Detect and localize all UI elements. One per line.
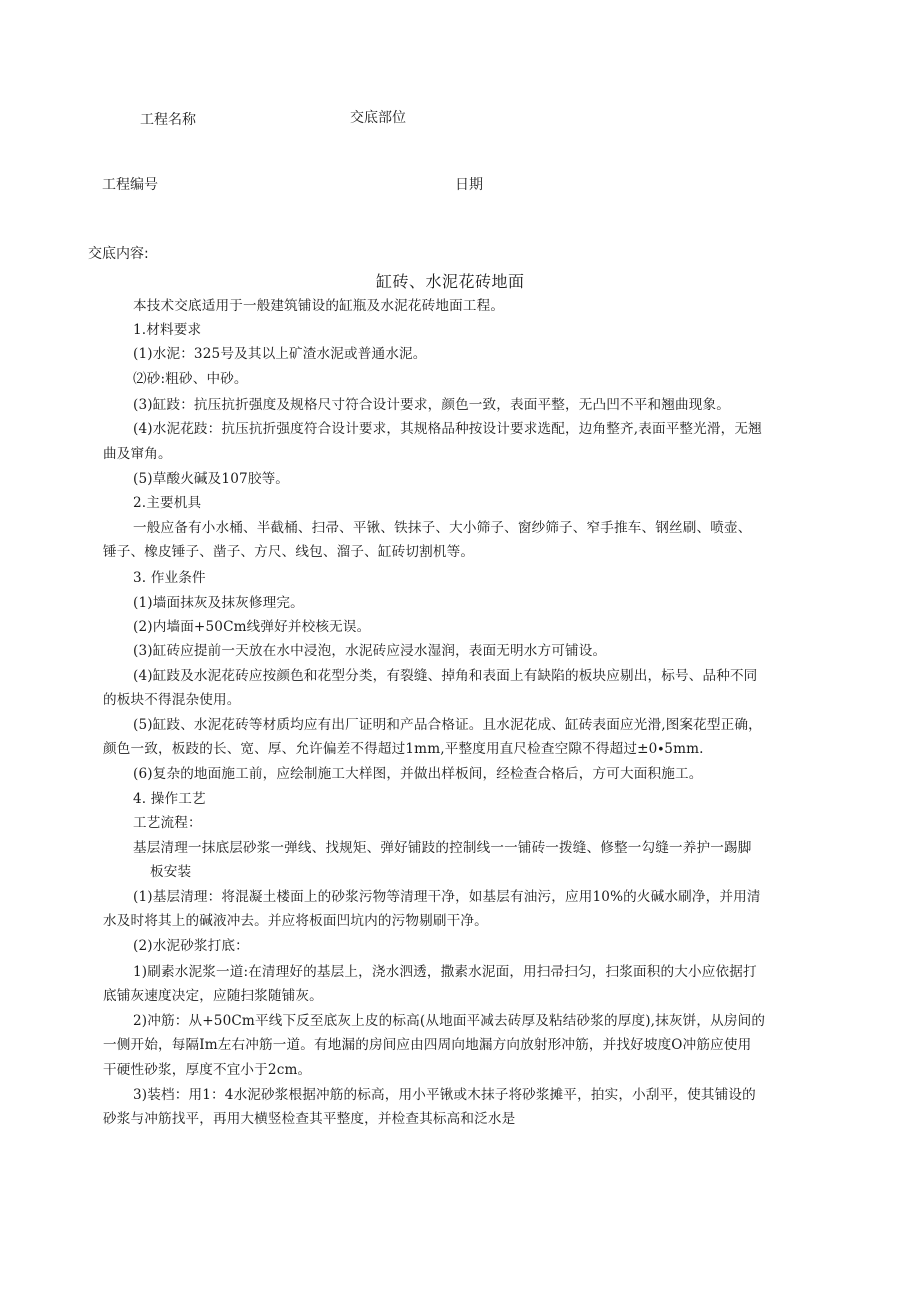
body-line: 砂浆与冲筋找平，再用大横竖检查其平整度，并检查其标高和泛水是 [103, 1111, 516, 1127]
body-line: 3. 作业条件 [133, 570, 206, 586]
body-line: 一侧开始，每隔Im左右冲筋一道。有地漏的房间应由四周向地漏方向放射形冲筋，并找好坡度O冲筋应使用 [103, 1037, 752, 1053]
document-title: 缸砖、水泥花砖地面 [376, 272, 525, 291]
body-line: 曲及窜角。 [103, 446, 172, 462]
body-line: (3)缸砖应提前一天放在水中浸泡，水泥砖应浸水湿润，表面无明水方可铺设。 [133, 643, 607, 659]
body-line: (1)基层清理：将混凝土楼面上的砂浆污物等清理干净，如基层有油污，应用10%的火碱水刷净，并用清 [133, 889, 761, 905]
body-line: 工艺流程： [133, 815, 202, 831]
body-line: (4)水泥花跂：抗压抗折强度符合设计要求，其规格品种按设计要求选配，边角整齐,表面平整光滑，无翘 [133, 421, 762, 437]
date-label: 日期 [455, 177, 483, 193]
project-name-label: 工程名称 [140, 112, 196, 128]
body-line: 水及时将其上的碱液冲去。并应将板面凹坑内的污物剔刷干净。 [103, 913, 488, 929]
body-line: 干硬性砂浆，厚度不宜小于2cm。 [103, 1062, 312, 1078]
body-line: 本技术交底适用于一般建筑铺设的缸瓶及水泥花砖地面工程。 [133, 298, 505, 314]
body-line: 底铺灰速度决定，应随扫浆随铺灰。 [103, 988, 323, 1004]
body-line: (1)墙面抹灰及抹灰修理完。 [133, 595, 304, 611]
body-line: 的板块不得混杂使用。 [103, 692, 241, 708]
body-line: (2)水泥砂浆打底： [133, 938, 249, 954]
body-line: (6)复杂的地面施工前，应绘制施工大样图，并做出样板间，经检查合格后，方可大面积施工。 [133, 766, 703, 782]
handover-part-label: 交底部位 [350, 110, 406, 126]
body-line: 板安装 [150, 864, 192, 880]
body-line: 4. 操作工艺 [133, 791, 206, 807]
body-line: 1.材料要求 [133, 322, 202, 338]
body-line: (5)草酸火碱及107胶等。 [133, 471, 290, 487]
body-line: 一般应备有小水桶、半截桶、扫帚、平锹、铁抹子、大小筛子、窗纱筛子、窄手推车、钢丝刷、喷壶、 [133, 520, 752, 536]
body-line: 1)刷素水泥浆一道:在清理好的基层上，浇水泗透，撒素水泥面，用扫帚扫匀，扫浆面积的大小应依据打 [133, 964, 757, 980]
body-line: 锤子、橡皮锤子、凿子、方尺、线包、溜子、缸砖切割机等。 [103, 544, 475, 560]
body-line: 3)装档：用1：4水泥砂浆根据冲筋的标高，用小平锹或木抹子将砂浆摊平，拍实，小刮平，使其铺设的 [133, 1087, 756, 1103]
project-number-label: 工程编号 [102, 177, 158, 193]
body-line: (3)缸跂：抗压抗折强度及规格尺寸符合设计要求，颜色一致，表面平整，无凸凹不平和翘曲现象。 [133, 397, 730, 413]
content-label: 交底内容: [88, 246, 149, 262]
body-line: (2)内墙面+50Cm线弹好并校核无误。 [133, 619, 371, 635]
body-line: 基层清理一抹底层砂浆一弹线、找规矩、弹好铺跂的控制线一一铺砖一拨缝、修整一勾缝一养护一踢脚 [133, 840, 752, 856]
body-line: ⑵砂:粗砂、中砂。 [133, 371, 248, 387]
body-line: 2)冲筋：从+50Cm平线下反至底灰上皮的标高(从地面平减去砖厚及粘结砂浆的厚度),抹灰饼，从房间的 [133, 1013, 766, 1029]
body-line: 2.主要机具 [133, 495, 202, 511]
body-line: (1)水泥：325号及其以上矿渣水泥或普通水泥。 [133, 346, 427, 362]
body-line: (5)缸跂、水泥花砖等材质均应有出厂证明和产品合格证。且水泥花成、缸砖表面应光滑,图案花型正确， [133, 717, 762, 733]
body-line: 颜色一致，板跂的长、宽、厚、允许偏差不得超过1mm,平整度用直尺检查空隙不得超过±0∙5mm. [103, 741, 704, 757]
body-line: (4)缸跂及水泥花砖应按颜色和花型分类，有裂缝、掉角和表面上有缺陷的板块应剔出，标号、品种不同 [133, 668, 758, 684]
